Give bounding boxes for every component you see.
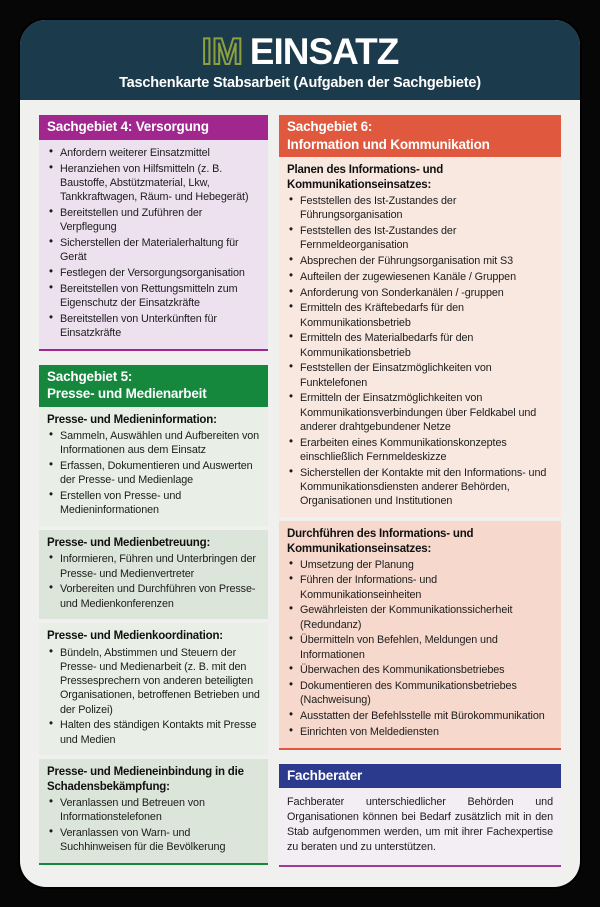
topic-heading: Presse- und Medienkoordination: — [47, 630, 223, 643]
section-header-sachgebiet-4 — [39, 115, 268, 140]
bullet-item: • Festlegen der Versorgungsorganisation — [47, 266, 260, 280]
bullet-item: • Ermitteln des Kräftebedarfs für den Kommunikationsbetrieb — [287, 301, 553, 330]
bullet-item: • Ermitteln des Materialbedarfs für den Kommunikationsbetrieb — [287, 331, 553, 360]
logo-im-text: IM — [201, 31, 243, 72]
section-title-line: Sachgebiet 5: — [47, 368, 133, 384]
bullet-item: • Bündeln, Abstimmen und Steuern der Presse- und Medienarbeit (z. B. mit den Pressesprechern von anderen beteiligten Organisationen, betroffenen Betrieben und der Polizei) — [47, 646, 260, 717]
section-title-line: Sachgebiet 4: Versorgung — [47, 119, 209, 134]
section-body-fachberater — [279, 788, 561, 867]
bullet-item: • Sammeln, Auswählen und Aufbereiten von Informationen aus dem Einsatz — [47, 429, 260, 458]
bullet-item: • Bereitstellen und Zuführen der Verpflegung — [47, 206, 260, 235]
body-paragraph: Fachberater unterschiedlicher Behörden und Organisationen können bei Bedarf zusätzlich mit in den Stab aufgenommen werden, um mit ihrer Fachexpertise zu beraten und zu unterstützen. — [287, 796, 553, 853]
bullet-list — [287, 194, 553, 508]
bullet-item: • Erarbeiten eines Kommunikationskonzeptes einschließlich Fernmeldeskizze — [287, 436, 553, 465]
bullet-item: • Feststellen der Einsatzmöglichkeiten von Funktelefonen — [287, 361, 553, 390]
page-background — [0, 20, 600, 887]
bullet-list — [287, 558, 553, 740]
bullet-item: • Veranlassen und Betreuen von Informationstelefonen — [47, 796, 260, 825]
section-body-sachgebiet-5 — [39, 407, 268, 865]
bullet-item: • Feststellen des Ist-Zustandes der Fernmeldeorganisation — [287, 224, 553, 253]
bullet-item: • Umsetzung der Planung — [287, 558, 553, 572]
bullet-list — [47, 646, 260, 747]
bullet-item: • Sicherstellen der Materialerhaltung für Gerät — [47, 236, 260, 265]
topic-block — [39, 407, 268, 526]
left-column — [39, 115, 268, 865]
topic-heading: Presse- und Medieneinbindung in die Schadensbekämpfung: — [47, 766, 244, 794]
section-title-line: Sachgebiet 6: — [287, 119, 373, 134]
bullet-list — [47, 796, 260, 855]
bullet-item: • Veranlassen von Warn- und Suchhinweisen für die Bevölkerung — [47, 826, 260, 855]
bullet-list — [47, 146, 260, 340]
bullet-item: • Übermitteln von Befehlen, Meldungen und Informationen — [287, 633, 553, 662]
bullet-item: • Ermitteln der Einsatzmöglichkeiten von Kommunikationsverbindungen über Feldkabel und anderer drahtgebundener Netze — [287, 391, 553, 434]
section-fachberater — [279, 764, 561, 867]
topic-heading: Presse- und Medienbetreuung: — [47, 537, 211, 550]
section-header-sachgebiet-6 — [279, 115, 561, 157]
bullet-item: • Informieren, Führen und Unterbringen der Presse- und Medienvertreter — [47, 552, 260, 581]
section-sachgebiet-4 — [39, 115, 268, 351]
bullet-item: • Aufteilen der zugewiesenen Kanäle / Gruppen — [287, 270, 553, 284]
section-body-sachgebiet-4 — [39, 140, 268, 351]
topic-heading: Planen des Informations- und Kommunikationseinsatzes: — [287, 164, 444, 191]
header-band — [20, 20, 580, 100]
section-sachgebiet-5 — [39, 365, 268, 865]
section-sachgebiet-6 — [279, 115, 561, 750]
bullet-item: • Führen der Informations- und Kommunikationseinheiten — [287, 573, 553, 602]
bullet-item: • Halten des ständigen Kontakts mit Presse und Medien — [47, 718, 260, 747]
topic-block — [39, 759, 268, 863]
section-body-sachgebiet-6 — [279, 157, 561, 750]
bullet-item: • Vorbereiten und Durchführen von Presse- und Medienkonferenzen — [47, 582, 260, 611]
pocket-card — [20, 20, 580, 887]
right-column — [279, 115, 561, 867]
section-header-fachberater — [279, 764, 561, 789]
bullet-item: • Ausstatten der Befehlsstelle mit Bürokommunikation — [287, 709, 553, 723]
bullet-item: • Überwachen des Kommunikationsbetriebes — [287, 663, 553, 677]
topic-block — [279, 157, 561, 517]
bullet-item: • Bereitstellen von Rettungsmitteln zum Eigenschutz der Einsatzkräfte — [47, 282, 260, 311]
bullet-item: • Erfassen, Dokumentieren und Auswerten der Presse- und Medienlage — [47, 459, 260, 488]
brand-logo — [30, 33, 570, 70]
topic-block — [39, 623, 268, 755]
bullet-item: • Feststellen des Ist-Zustandes der Führungsorganisation — [287, 194, 553, 223]
section-title-line: Presse- und Medienarbeit — [47, 386, 207, 402]
section-header-sachgebiet-5 — [39, 365, 268, 407]
topic-heading: Presse- und Medieninformation: — [47, 413, 217, 426]
bullet-list — [47, 552, 260, 611]
bullet-item: • Sicherstellen der Kontakte mit den Informations- und Kommunikationsdiensten anderer Behörden, Organisationen und Institutionen — [287, 466, 553, 509]
bullet-item: • Bereitstellen von Unterkünften für Einsatzkräfte — [47, 312, 260, 341]
bullet-item: • Anfordern weiterer Einsatzmittel — [47, 146, 260, 160]
topic-block — [39, 530, 268, 619]
bullet-item: • Erstellen von Presse- und Medieninformationen — [47, 489, 260, 518]
bullet-item: • Anforderung von Sonderkanälen / -gruppen — [287, 286, 553, 300]
bullet-item: • Dokumentieren des Kommunikationsbetriebes (Nachweisung) — [287, 679, 553, 708]
topic-heading: Durchführen des Informations- und Kommunikationseinsatzes: — [287, 527, 474, 555]
card-subtitle: Taschenkarte Stabsarbeit (Aufgaben der Sachgebiete) — [119, 75, 481, 91]
bullet-item: • Gewährleisten der Kommunikationssicherheit (Redundanz) — [287, 603, 553, 632]
bullet-list — [47, 429, 260, 518]
section-title-line: Information und Kommunikation — [287, 136, 490, 152]
logo-einsatz-text: EINSATZ — [249, 31, 399, 72]
topic-block — [39, 140, 268, 349]
section-title-line: Fachberater — [287, 767, 363, 783]
card-content — [20, 100, 580, 887]
bullet-item: • Absprechen der Führungsorganisation mit S3 — [287, 254, 553, 268]
topic-block — [279, 521, 561, 748]
bullet-item: • Einrichten von Meldediensten — [287, 725, 553, 739]
bullet-item: • Heranziehen von Hilfsmitteln (z. B. Baustoffe, Abstützmaterial, Lkw, Tankkraftwagen, Räum- und Hebegerät) — [47, 162, 260, 205]
